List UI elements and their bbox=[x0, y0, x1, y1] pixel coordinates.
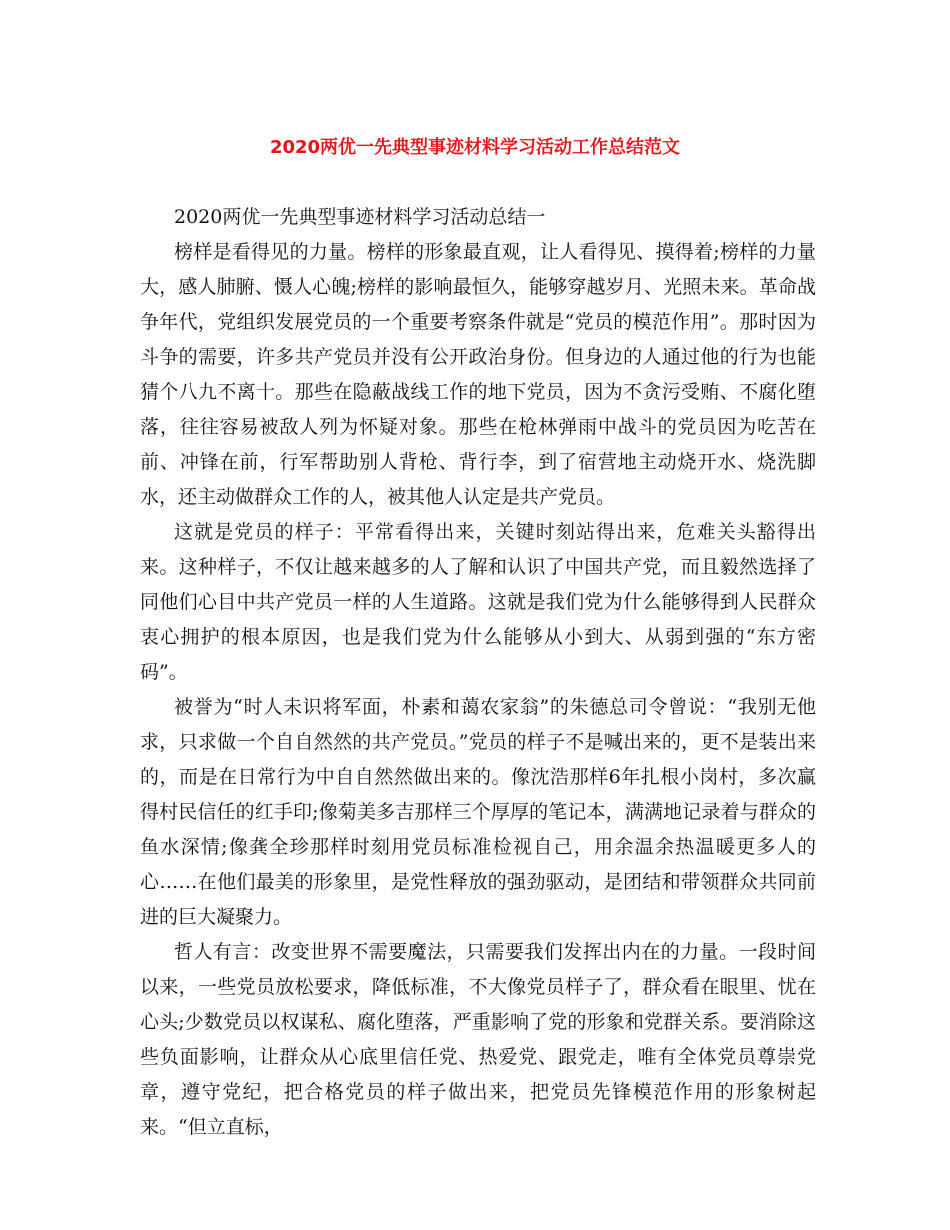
paragraph: 哲人有言：改变世界不需要魔法，只需要我们发挥出内在的力量。一段时间以来，一些党员放松要求，降低标准，不大像党员样子了，群众看在眼里、忧在心头;少数党员以权谋私、腐化堕落，严重影响了党的形象和党群关系。要消除这些负面影响，让群众从心底里信任党、热爱党、跟党走，唯有全体党员尊崇党章，遵守党纪，把合格党员的样子做出来，把党员先锋模范作用的形象树起来。“但立直标， bbox=[140, 941, 816, 1138]
document-title: 2020两优一先典型事迹材料学习活动工作总结范文 bbox=[269, 137, 681, 158]
paragraph: 被誉为“时人未识将军面，朴素和蔼农家翁”的朱德总司令曾说：“我别无他求，只求做一个自自然然的共产党员。”党员的样子不是喊出来的，更不是装出来的，而是在日常行为中自自然然做出来的。像沈浩那样6年扎根小岗村，多次赢得村民信任的红手印;像菊美多吉那样三个厚厚的笔记本，满满地记录着与群众的鱼水深情;像龚全珍那样时刻用党员标准检视自己，用余温余热温暖更多人的心……在他们最美的形象里，是党性释放的强劲驱动，是团结和带领群众共同前进的巨大凝聚力。 bbox=[140, 696, 816, 928]
paragraph: 榜样是看得见的力量。榜样的形象最直观，让人看得见、摸得着;榜样的力量大，感人肺腑、慑人心魄;榜样的影响最恒久，能够穿越岁月、光照未来。革命战争年代，党组织发展党员的一个重要考察条件就是“党员的模范作用”。那时因为斗争的需要，许多共产党员并没有公开政治身份。但身边的人通过他的行为也能猜个八九不离十。那些在隐蔽战线工作的地下党员，因为不贪污受贿、不腐化堕落，往往容易被敌人列为怀疑对象。那些在枪林弹雨中战斗的党员因为吃苦在前、冲锋在前，行军帮助别人背枪、背行李，到了宿营地主动烧开水、烧洗脚水，还主动做群众工作的人，被其他人认定是共产党员。 bbox=[140, 241, 816, 508]
paragraph: 这就是党员的样子：平常看得出来，关键时刻站得出来，危难关头豁得出来。这种样子，不仅让越来越多的人了解和认识了中国共产党，而且毅然选择了同他们心目中共产党员一样的人生道路。这就是我们党为什么能够得到人民群众衷心拥护的根本原因，也是我们党为什么能够从小到大、从弱到强的“东方密码”。 bbox=[140, 521, 816, 683]
section-heading: 2020两优一先典型事迹材料学习活动总结一 bbox=[174, 206, 546, 228]
document-body bbox=[140, 200, 816, 1145]
